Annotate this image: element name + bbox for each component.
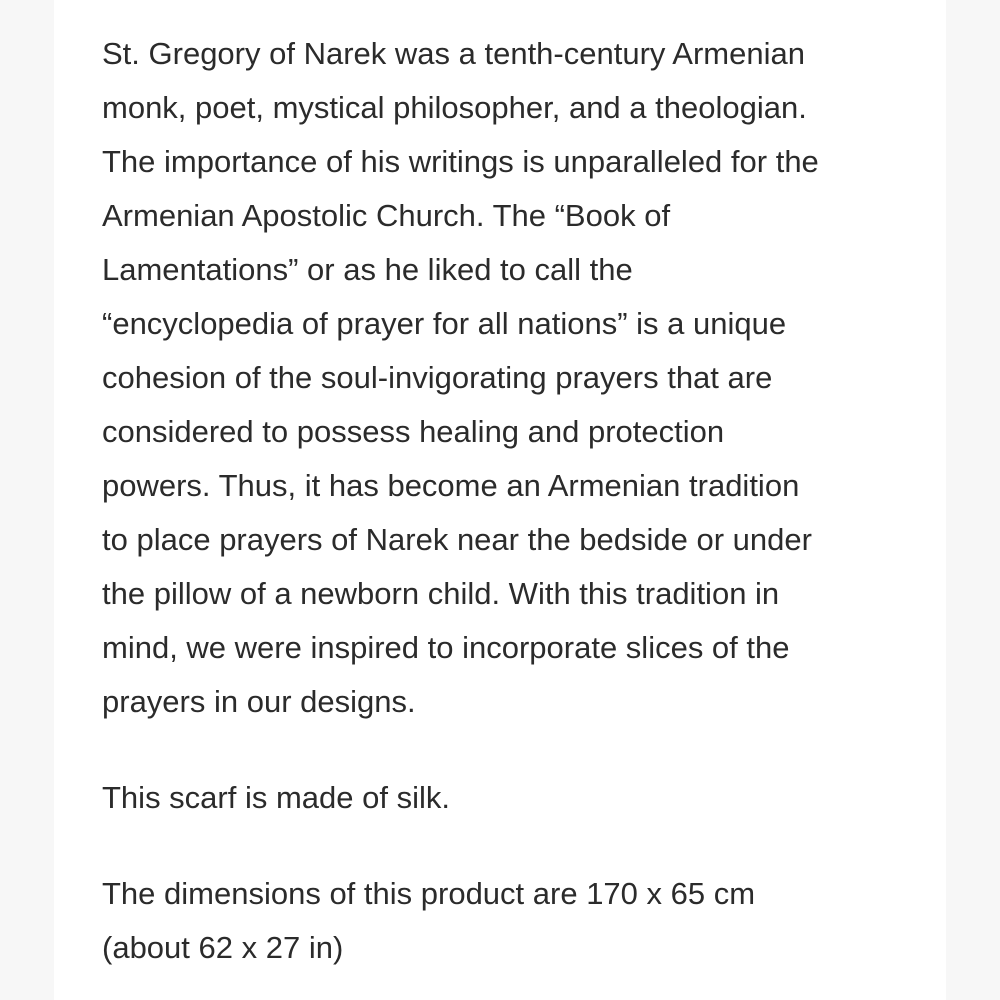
text-line: Armenian Apostolic Church. The “Book of: [102, 198, 671, 233]
text-line: St. Gregory of Narek was a tenth-century Armenian: [102, 36, 805, 71]
text-line: The importance of his writings is unparalleled for the: [102, 144, 819, 179]
material-paragraph: [102, 771, 942, 825]
text-line: to place prayers of Narek near the bedside or under: [102, 522, 812, 557]
text-line: Lamentations” or as he liked to call the: [102, 252, 633, 287]
history-paragraph: [102, 27, 942, 729]
text-line: the pillow of a newborn child. With this tradition in: [102, 576, 780, 611]
text-line: The dimensions of this product are 170 x 65 cm: [102, 876, 756, 911]
text-line: considered to possess healing and protection: [102, 414, 725, 449]
product-description-page: [54, 0, 946, 1000]
text-line: This scarf is made of silk.: [102, 780, 450, 815]
text-line: cohesion of the soul-invigorating prayers that are: [102, 360, 773, 395]
text-line: powers. Thus, it has become an Armenian tradition: [102, 468, 800, 503]
text-line: “encyclopedia of prayer for all nations” is a unique: [102, 306, 787, 341]
text-line: mind, we were inspired to incorporate slices of the: [102, 630, 790, 665]
text-line: prayers in our designs.: [102, 684, 416, 719]
dimensions-paragraph: [102, 867, 942, 975]
text-line: (about 62 x 27 in): [102, 930, 344, 965]
text-line: monk, poet, mystical philosopher, and a theologian.: [102, 90, 807, 125]
product-description: [102, 27, 942, 975]
